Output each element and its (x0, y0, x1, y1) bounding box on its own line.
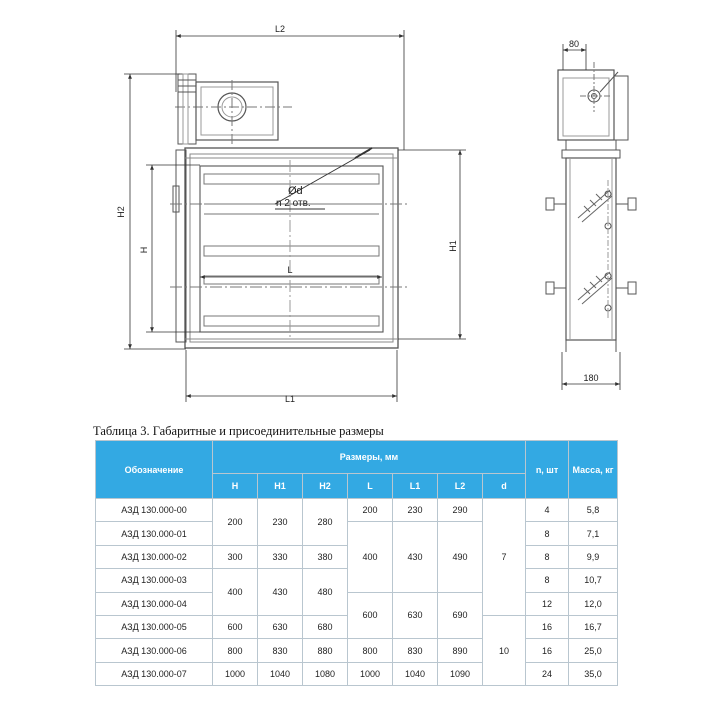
cell-designation: АЗД 130.000-02 (96, 545, 213, 568)
cell-mass: 25,0 (569, 639, 618, 662)
header-col-h: H (213, 474, 258, 499)
side-view (546, 62, 636, 352)
cell-l2: 690 (438, 592, 483, 639)
cell-n: 12 (526, 592, 569, 615)
cell-designation: АЗД 130.000-06 (96, 639, 213, 662)
cell-designation: АЗД 130.000-00 (96, 499, 213, 522)
cell-l2: 290 (438, 499, 483, 522)
front-view (170, 74, 410, 348)
cell-l1: 1040 (393, 662, 438, 685)
flange-frame (185, 148, 398, 348)
cell-h1: 630 (258, 615, 303, 638)
dim-label-h1: H1 (448, 240, 458, 252)
cell-l1: 830 (393, 639, 438, 662)
dim-label-h2: H2 (116, 206, 126, 218)
cell-mass: 9,9 (569, 545, 618, 568)
cell-h: 1000 (213, 662, 258, 685)
cell-n: 8 (526, 522, 569, 545)
hole-count-label: n 2 отв. (276, 198, 311, 209)
header-col-l2: L2 (438, 474, 483, 499)
cell-designation: АЗД 130.000-01 (96, 522, 213, 545)
dimensions-table (95, 440, 618, 686)
cell-h1: 430 (258, 569, 303, 616)
dim-label-h: H (139, 246, 149, 254)
side-dim-label-bottom: 180 (583, 373, 599, 383)
cell-mass: 16,7 (569, 615, 618, 638)
cell-designation: АЗД 130.000-05 (96, 615, 213, 638)
cell-h2: 880 (303, 639, 348, 662)
cell-mass: 7,1 (569, 522, 618, 545)
header-col-l: L (348, 474, 393, 499)
hole-diameter-label: Ød (288, 185, 303, 197)
cell-d: 10 (483, 615, 526, 685)
cell-h1: 230 (258, 499, 303, 546)
cell-h: 300 (213, 545, 258, 568)
cell-h: 600 (213, 615, 258, 638)
header-designation: Обозначение (96, 441, 213, 499)
cell-l2: 890 (438, 639, 483, 662)
table-row (96, 662, 618, 685)
header-col-l1: L1 (393, 474, 438, 499)
dim-label-l: L (287, 265, 293, 275)
cell-l: 200 (348, 499, 393, 522)
front-view-dimensions (124, 30, 466, 402)
cell-n: 4 (526, 499, 569, 522)
cell-l2: 1090 (438, 662, 483, 685)
cell-mass: 10,7 (569, 569, 618, 592)
cell-l1: 630 (393, 592, 438, 639)
cell-n: 8 (526, 569, 569, 592)
cell-h2: 1080 (303, 662, 348, 685)
dim-label-l1: L1 (284, 394, 296, 404)
cell-h: 400 (213, 569, 258, 616)
cell-l: 800 (348, 639, 393, 662)
table-row (96, 499, 618, 522)
cell-h2: 480 (303, 569, 348, 616)
cell-l1: 430 (393, 522, 438, 592)
header-col-d: d (483, 474, 526, 499)
cell-h2: 280 (303, 499, 348, 546)
cell-d: 7 (483, 499, 526, 616)
cell-h1: 830 (258, 639, 303, 662)
dim-label-l2: L2 (274, 24, 286, 34)
header-n: n, шт (526, 441, 569, 499)
cell-h1: 330 (258, 545, 303, 568)
cell-mass: 12,0 (569, 592, 618, 615)
header-dimensions: Размеры, мм (213, 441, 526, 474)
cell-n: 16 (526, 639, 569, 662)
cell-l1: 230 (393, 499, 438, 522)
cell-l2: 490 (438, 522, 483, 592)
cell-n: 24 (526, 662, 569, 685)
cell-designation: АЗД 130.000-07 (96, 662, 213, 685)
header-col-h1: H1 (258, 474, 303, 499)
table-row (96, 592, 618, 615)
cell-h: 800 (213, 639, 258, 662)
table-row (96, 639, 618, 662)
table-row (96, 522, 618, 545)
table-caption: Таблица 3. Габаритные и присоединительные размеры (93, 424, 384, 438)
cell-n: 16 (526, 615, 569, 638)
cell-l: 600 (348, 592, 393, 639)
cell-l: 400 (348, 522, 393, 592)
side-view-dimensions (562, 44, 620, 390)
cell-designation: АЗД 130.000-04 (96, 592, 213, 615)
cell-h: 200 (213, 499, 258, 546)
cell-n: 8 (526, 545, 569, 568)
header-col-h2: H2 (303, 474, 348, 499)
side-dim-label-top: 80 (568, 39, 580, 49)
cell-h1: 1040 (258, 662, 303, 685)
cell-mass: 5,8 (569, 499, 618, 522)
cell-h2: 380 (303, 545, 348, 568)
cell-designation: АЗД 130.000-03 (96, 569, 213, 592)
header-mass: Масса, кг (569, 441, 618, 499)
cell-h2: 680 (303, 615, 348, 638)
actuator-housing (175, 74, 292, 146)
cell-mass: 35,0 (569, 662, 618, 685)
cell-l: 1000 (348, 662, 393, 685)
